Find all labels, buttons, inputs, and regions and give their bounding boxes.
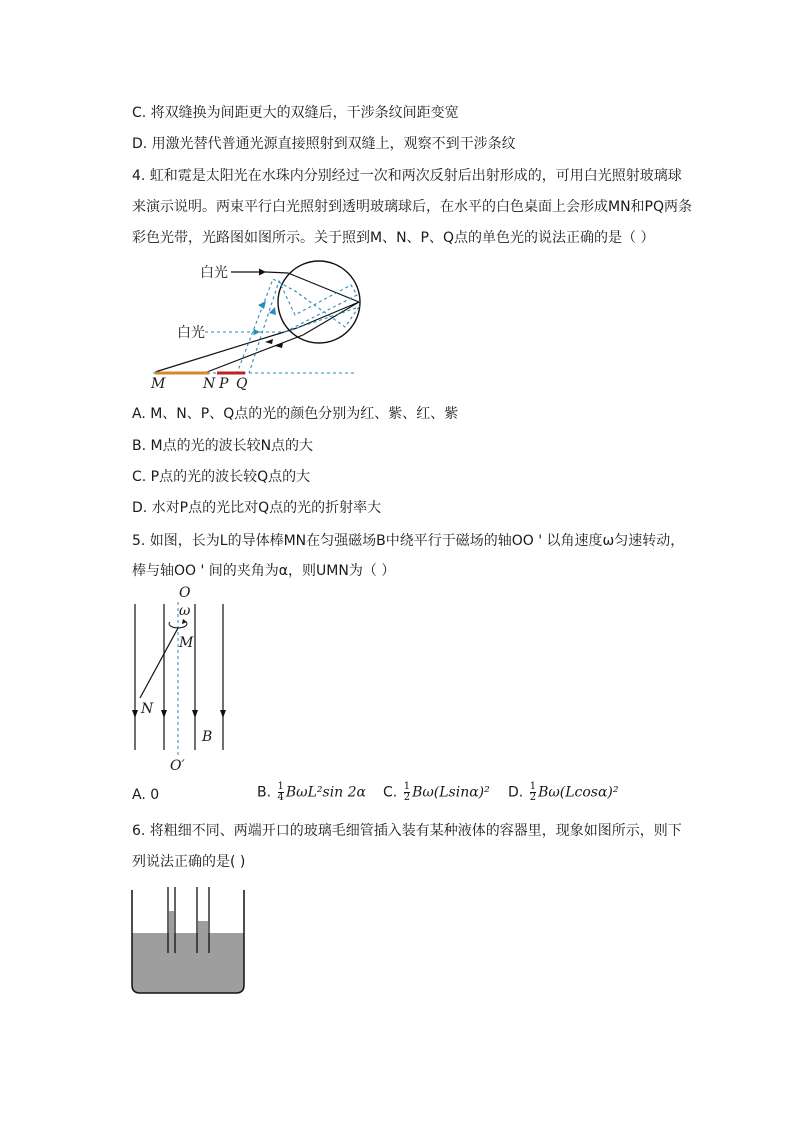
fig4-label-white-light-bottom: 白光 (177, 325, 205, 341)
narrow-tube-liquid (169, 911, 174, 953)
rod-MN (140, 628, 178, 698)
q5-option-c: C. $\frac{1}{2}$ Bω(Lsinα)² (383, 781, 490, 803)
fig5-label-B: B (202, 729, 213, 745)
q5-option-d: D. $\frac{1}{2}$ Bω(Lcosα)² (508, 781, 619, 803)
q4-stem-line1: 4. 虹和霓是太阳光在水珠内分别经过一次和两次反射后出射形成的，可用白光照射玻璃球 (132, 168, 682, 184)
q4-option-c: C. P点的光的波长较Q点的大 (132, 469, 311, 485)
q4-stem-line2: 来演示说明。两束平行白光照射到透明玻璃球后，在水平的白色桌面上会形成MN和PQ两条 (132, 199, 693, 215)
q5-option-b: B. $\frac{1}{4}$ BωL²sin 2α (257, 781, 366, 803)
q6-stem-line2: 列说法正确的是( ) (132, 854, 246, 870)
q4-option-a: A. M、N、P、Q点的光的颜色分别为红、紫、红、紫 (132, 406, 459, 422)
q4-stem-line3: 彩色光带，光路图如图所示。关于照到M、N、P、Q点的单色光的说法正确的是（ ） (132, 230, 655, 246)
q6-stem-line1: 6. 将粗细不同、两端开口的玻璃毛细管插入装有某种液体的容器里，现象如图所示，则下 (132, 823, 682, 839)
q4-option-d: D. 水对P点的光比对Q点的光的折射率大 (132, 500, 382, 516)
q3-option-c: C. 将双缝换为间距更大的双缝后，干涉条纹间距变宽 (132, 105, 459, 121)
q3-option-d: D. 用激光替代普通光源直接照射到双缝上，观察不到干涉条纹 (132, 136, 516, 152)
fig4-label-M: M (151, 376, 166, 392)
fig4-label-P: P (219, 376, 229, 392)
fig4-label-white-light-top: 白光 (200, 265, 228, 281)
fig5-label-N: N (141, 701, 154, 717)
q5-stem-line1: 5. 如图，长为L的导体棒MN在匀强磁场B中绕平行于磁场的轴OO ' 以角速度ω匀速转动， (132, 533, 685, 549)
fig5-label-M: M (179, 635, 194, 651)
fig5-label-omega: ω (179, 603, 191, 619)
q5-figure (126, 598, 236, 778)
fig5-label-O: O (179, 585, 191, 601)
q6-figure (129, 885, 247, 997)
q4-option-b: B. M点的光的波长较N点的大 (132, 438, 314, 454)
fig4-label-Q: Q (236, 376, 248, 392)
q5-stem-line2: 棒与轴OO ' 间的夹角为α，则UMN为（ ） (132, 563, 396, 579)
container-liquid (132, 933, 244, 993)
fig4-label-N: N (203, 376, 216, 392)
wide-tube-liquid (198, 921, 208, 953)
fig5-label-O-prime: O′ (170, 758, 185, 774)
q5-option-a: A. 0 (132, 787, 160, 803)
